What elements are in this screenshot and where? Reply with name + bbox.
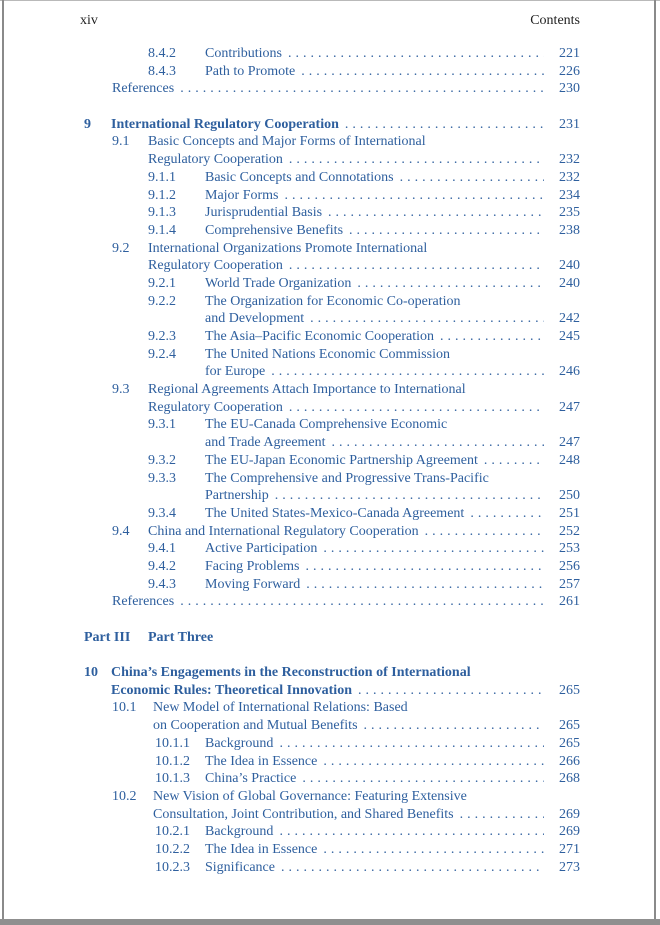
entry-number: 9.4 [112, 523, 130, 539]
toc-row-9-3[interactable] [112, 381, 580, 399]
dot-leader [470, 505, 544, 523]
page-number: 226 [559, 63, 580, 79]
page-number: 235 [559, 205, 580, 221]
page-number: 257 [559, 576, 580, 592]
entry-title: The EU-Japan Economic Partnership Agreement [205, 452, 478, 468]
dot-leader [301, 63, 544, 81]
dot-leader [289, 151, 544, 169]
toc-row-10-2-2[interactable] [155, 841, 580, 859]
entry-title: Regional Agreements Attach Importance to International [148, 382, 466, 398]
page-number: 252 [559, 523, 580, 539]
entry-number: 9.4.2 [148, 558, 176, 574]
entry-number: 9.1.3 [148, 205, 176, 221]
entry-title: Moving Forward [205, 576, 301, 592]
entry-number: 9.4.3 [148, 576, 176, 592]
toc-row-9-4-1[interactable] [148, 540, 580, 558]
dot-leader [484, 452, 544, 470]
page-number: 245 [559, 329, 580, 344]
entry-title: The EU-Canada Comprehensive Economic [205, 417, 448, 433]
entry-title: New Model of International Relations: Based [153, 700, 408, 716]
toc-row[interactable] [205, 434, 580, 452]
dot-leader [271, 363, 544, 381]
running-head-title: Contents [530, 13, 580, 28]
entry-number: 10.2.1 [155, 824, 190, 840]
entry-number: 9.3.4 [148, 505, 176, 521]
toc-row-part-iii[interactable] [84, 629, 580, 647]
entry-title: Partnership [205, 488, 269, 504]
entry-number: 9.2.4 [148, 346, 176, 362]
toc-row[interactable] [111, 682, 580, 700]
entry-title: Contributions [205, 46, 283, 61]
entry-number: 10.2.2 [155, 841, 190, 857]
page-number: 240 [559, 275, 580, 291]
page-folio: xiv [80, 13, 98, 28]
toc-row-9-4[interactable] [112, 523, 580, 541]
entry-title: World Trade Organization [205, 275, 352, 291]
entry-title: The Asia–Pacific Economic Cooperation [205, 329, 434, 344]
entry-title: New Vision of Global Governance: Featuring Extensive [153, 788, 467, 804]
dot-leader [349, 222, 544, 240]
entry-number: 9.3.2 [148, 452, 176, 468]
toc-row[interactable] [205, 310, 580, 328]
dot-leader [310, 310, 544, 328]
entry-title: The Idea in Essence [205, 841, 318, 857]
page-number: 231 [559, 116, 580, 132]
dot-leader [357, 275, 544, 293]
entry-title: Comprehensive Benefits [205, 222, 344, 238]
dot-leader [345, 116, 544, 134]
toc-row-10-2-3[interactable] [155, 859, 580, 877]
entry-title: Regulatory Cooperation [148, 152, 283, 168]
toc-row-9-3-3[interactable] [148, 470, 580, 488]
toc-row-9-1-3[interactable] [148, 204, 580, 222]
dot-leader [358, 682, 544, 700]
toc-row-9[interactable] [84, 116, 580, 134]
toc-row-8-4-2[interactable] [148, 45, 580, 63]
entry-number: 10 [84, 665, 98, 681]
dot-leader [180, 80, 544, 98]
entry-title: International Regulatory Cooperation [111, 116, 339, 132]
toc-row[interactable] [148, 257, 580, 275]
toc-row-9-3-1[interactable] [148, 416, 580, 434]
entry-number: Part III [84, 629, 131, 645]
entry-number: 9.2 [112, 240, 130, 256]
page-number: 253 [559, 541, 580, 557]
dot-leader [275, 487, 544, 505]
page-number: 250 [559, 488, 580, 504]
entry-number: 10.1.2 [155, 753, 190, 769]
dot-leader [400, 169, 544, 187]
entry-number: 8.4.2 [148, 46, 176, 61]
dot-leader [460, 806, 544, 824]
toc-row-9-2-3[interactable] [148, 328, 580, 346]
dot-leader [289, 257, 544, 275]
entry-title: China’s Practice [205, 771, 297, 787]
toc-row-9-2-4[interactable] [148, 346, 580, 364]
dot-leader [279, 735, 544, 753]
entry-title: Background [205, 735, 274, 751]
entry-number: 9 [84, 116, 91, 132]
dot-leader [289, 399, 544, 417]
entry-number: 10.1 [112, 700, 137, 716]
toc-row-9-2-1[interactable] [148, 275, 580, 293]
entry-title: Active Participation [205, 541, 318, 557]
entry-title: The United Nations Economic Commission [205, 346, 450, 362]
entry-title: Regulatory Cooperation [148, 399, 283, 415]
toc-row-9-1[interactable] [112, 133, 580, 151]
toc-row-10-1-1[interactable] [155, 735, 580, 753]
page-number: 247 [559, 399, 580, 415]
dot-leader [323, 540, 544, 558]
page-number: 268 [559, 771, 580, 787]
entry-title: on Cooperation and Mutual Benefits [153, 718, 358, 734]
toc-row-10-1[interactable] [112, 699, 580, 717]
toc-row[interactable] [205, 363, 580, 381]
entry-title: Regulatory Cooperation [148, 258, 283, 274]
entry-number: 10.2 [112, 788, 137, 804]
entry-number: 10.1.1 [155, 735, 190, 751]
toc-row-10[interactable] [84, 664, 580, 682]
dot-leader [288, 45, 544, 63]
entry-title: and Trade Agreement [205, 435, 326, 451]
entry-number: 9.2.1 [148, 275, 176, 291]
entry-number: 9.2.3 [148, 329, 176, 344]
page-edge-bottom [0, 919, 660, 925]
toc-row-8-4-3[interactable] [148, 63, 580, 81]
toc-row[interactable] [148, 151, 580, 169]
dot-leader [440, 328, 544, 346]
entry-title: Consultation, Joint Contribution, and Shared Benefits [153, 806, 454, 822]
entry-number: 9.3.1 [148, 417, 176, 433]
page-number: 269 [559, 824, 580, 840]
page-number: 251 [559, 505, 580, 521]
entry-title: Background [205, 824, 274, 840]
entry-number: 9.3 [112, 382, 130, 398]
entry-title: International Organizations Promote International [148, 240, 428, 256]
toc-row-10-2-1[interactable] [155, 823, 580, 841]
entry-title: Economic Rules: Theoretical Innovation [111, 682, 352, 698]
page-number: 234 [559, 187, 580, 203]
entry-title: Basic Concepts and Connotations [205, 169, 394, 185]
dot-leader [323, 753, 544, 771]
toc-row-9-4-2[interactable] [148, 558, 580, 576]
entry-title: References [112, 81, 175, 97]
page-number: 232 [559, 152, 580, 168]
page-number: 248 [559, 452, 580, 468]
entry-number: 8.4.3 [148, 63, 176, 79]
page-number: 265 [559, 718, 580, 734]
page-edge-top [0, 0, 660, 1]
toc-row-9-2[interactable] [112, 240, 580, 258]
page-number: 273 [559, 859, 580, 875]
entry-number: 9.1.1 [148, 169, 176, 185]
toc-row[interactable] [153, 717, 580, 735]
page-number: 265 [559, 682, 580, 698]
entry-title: and Development [205, 311, 305, 327]
page-number: 246 [559, 364, 580, 380]
dot-leader [323, 841, 544, 859]
entry-title: for Europe [205, 364, 266, 380]
page-number: 240 [559, 258, 580, 274]
dot-leader [306, 576, 544, 594]
entry-title: Major Forms [205, 187, 279, 203]
entry-number: 9.3.3 [148, 470, 176, 486]
entry-number: 9.1 [112, 134, 130, 150]
toc-row-9-3-2[interactable] [148, 452, 580, 470]
entry-title: China’s Engagements in the Reconstruction of International [111, 665, 471, 681]
page-number: 221 [559, 46, 580, 61]
toc-row-9-2-2[interactable] [148, 293, 580, 311]
page-edge-right [654, 0, 656, 919]
page-number: 242 [559, 311, 580, 327]
entry-title: The Organization for Economic Co-operation [205, 293, 461, 309]
page-number: 266 [559, 753, 580, 769]
dot-leader [364, 717, 544, 735]
page-number: 261 [559, 594, 580, 610]
toc-row[interactable] [153, 806, 580, 824]
toc-row-9-1-4[interactable] [148, 222, 580, 240]
entry-number: 9.2.2 [148, 293, 176, 309]
entry-number: 10.1.3 [155, 771, 190, 787]
page-number: 269 [559, 806, 580, 822]
dot-leader [425, 523, 544, 541]
dot-leader [279, 823, 544, 841]
running-header [80, 13, 580, 29]
toc-row-10-2[interactable] [112, 788, 580, 806]
entry-title: The Comprehensive and Progressive Trans-Pacific [205, 470, 489, 486]
entry-title: References [112, 594, 175, 610]
dot-leader [180, 593, 544, 611]
dot-leader [332, 434, 544, 452]
toc-row[interactable] [112, 593, 580, 611]
toc-row-9-4-3[interactable] [148, 576, 580, 594]
dot-leader [328, 204, 544, 222]
page-number: 230 [559, 81, 580, 97]
entry-number: 10.2.3 [155, 859, 190, 875]
page-number: 256 [559, 558, 580, 574]
entry-title: Basic Concepts and Major Forms of International [148, 134, 426, 150]
toc-row-9-3-4[interactable] [148, 505, 580, 523]
page-number: 271 [559, 841, 580, 857]
entry-title: The Idea in Essence [205, 753, 318, 769]
toc-row-9-1-1[interactable] [148, 169, 580, 187]
toc-row-9-1-2[interactable] [148, 187, 580, 205]
entry-title: Path to Promote [205, 63, 296, 79]
entry-title: China and International Regulatory Cooperation [148, 523, 419, 539]
toc-row-10-1-2[interactable] [155, 753, 580, 771]
toc-row[interactable] [205, 487, 580, 505]
entry-title: Significance [205, 859, 275, 875]
toc-list [0, 45, 580, 876]
entry-number: 9.1.4 [148, 222, 176, 238]
dot-leader [302, 770, 544, 788]
entry-title: Part Three [148, 629, 214, 645]
page-number: 247 [559, 435, 580, 451]
page-number: 232 [559, 169, 580, 185]
toc-row-10-1-3[interactable] [155, 770, 580, 788]
page-number: 238 [559, 222, 580, 238]
toc-row[interactable] [148, 399, 580, 417]
entry-number: 9.4.1 [148, 541, 176, 557]
entry-title: Jurisprudential Basis [205, 205, 323, 221]
entry-title: The United States-Mexico-Canada Agreement [205, 505, 465, 521]
toc-row[interactable] [112, 80, 580, 98]
page-number: 265 [559, 735, 580, 751]
entry-number: 9.1.2 [148, 187, 176, 203]
dot-leader [285, 187, 545, 205]
dot-leader [306, 558, 545, 576]
entry-title: Facing Problems [205, 558, 300, 574]
dot-leader [281, 859, 544, 877]
